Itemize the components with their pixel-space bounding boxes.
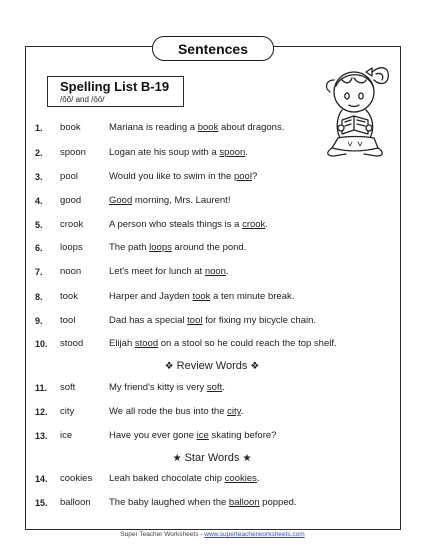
sentence-text: Elijah — [109, 338, 135, 349]
sentence — [109, 290, 294, 304]
sentence-text: Dad has a special — [109, 315, 188, 326]
sentence-text: skating before? — [208, 430, 277, 441]
sentence-text: . — [245, 147, 248, 158]
spelling-word: book — [60, 122, 81, 133]
star-words-heading — [25, 451, 399, 466]
sentence — [109, 265, 229, 279]
item-number: 1. — [35, 123, 43, 133]
sentence-text: on a stool so he could reach the top shelf. — [158, 338, 337, 349]
spelling-word: ice — [60, 430, 73, 441]
spelling-word: tool — [60, 315, 76, 326]
underlined-word: loops — [149, 242, 172, 253]
worksheet-title: Sentences — [152, 36, 274, 61]
spelling-word: soft — [60, 382, 76, 393]
sentence-text: for fixing my bicycle chain. — [202, 315, 317, 326]
spelling-word: took — [60, 291, 78, 302]
item-number: 10. — [35, 339, 48, 349]
underlined-word: crook — [242, 219, 266, 230]
sentence-text: The path — [109, 242, 150, 253]
spelling-word: crook — [60, 219, 84, 230]
spelling-list-box — [47, 76, 184, 107]
review-words-title: Review Words — [176, 360, 248, 372]
item-number: 4. — [35, 196, 43, 206]
sentence-text: Let's meet for lunch at — [109, 266, 205, 277]
underlined-word: balloon — [228, 497, 260, 508]
item-number: 3. — [35, 172, 43, 182]
spelling-word: stood — [60, 338, 84, 349]
sentence — [109, 314, 316, 328]
spelling-list-title: Spelling List B-19 — [60, 79, 170, 94]
underlined-word: soft — [206, 382, 223, 393]
sentence-text: about dragons. — [218, 122, 285, 133]
sentence — [109, 194, 230, 208]
sentence-text: . — [265, 219, 268, 230]
sentence-text: My friend's kitty is very — [109, 382, 207, 393]
sentence-text: Leah baked chocolate chip — [109, 473, 225, 484]
item-number: 7. — [35, 267, 43, 277]
footer-link[interactable]: www.superteacherworksheets.com — [204, 531, 305, 538]
spelling-word: spoon — [60, 147, 86, 158]
sentence — [109, 496, 297, 510]
sentence-text: We all rode the bus into the — [109, 406, 228, 417]
spelling-word: pool — [60, 171, 78, 182]
spelling-word: loops — [60, 242, 83, 253]
sentence-text: morning, Mrs. Laurent! — [132, 195, 231, 206]
sentence-text: . — [222, 382, 225, 393]
item-number: 8. — [35, 292, 43, 302]
sentence-text: Would you like to swim in the — [109, 171, 234, 182]
sentence-text: ? — [251, 171, 258, 182]
spelling-word: good — [60, 195, 82, 206]
spelling-word: cookies — [60, 473, 93, 484]
sentence — [109, 146, 248, 160]
sentence-text: a ten minute break. — [210, 291, 295, 302]
footer-text: Super Teacher Worksheets - — [120, 531, 205, 538]
item-number: 14. — [35, 474, 48, 484]
sentence-text: A person who steals things is a — [109, 219, 243, 230]
underlined-word: stood — [134, 338, 159, 349]
underlined-word: cookies — [224, 473, 257, 484]
item-number: 12. — [35, 407, 48, 417]
underlined-word: Good — [109, 195, 133, 206]
item-number: 13. — [35, 431, 48, 441]
sentence-text: Have you ever gone — [109, 430, 197, 441]
review-words-heading — [25, 359, 399, 374]
underlined-word: city — [227, 406, 241, 417]
sentence-text: Mariana is reading a — [109, 122, 198, 133]
spelling-word: balloon — [60, 497, 91, 508]
star-words-title: Star Words — [184, 452, 240, 464]
item-number: 15. — [35, 498, 48, 508]
sentence — [109, 241, 246, 255]
sentence — [109, 218, 268, 232]
diamond-icon: ❖ — [250, 361, 260, 372]
sentence-text: Harper and Jayden — [109, 291, 193, 302]
sentence-text: . — [225, 266, 229, 277]
underlined-word: spoon — [219, 147, 246, 158]
underlined-word: tool — [187, 315, 203, 326]
item-number: 2. — [35, 148, 43, 158]
underlined-word: noon — [204, 266, 226, 277]
sentence — [109, 337, 337, 351]
sentence — [109, 121, 284, 135]
sentence-text: popped. — [259, 497, 297, 508]
underlined-word: took — [192, 291, 211, 302]
sentence — [109, 472, 260, 486]
sentence — [109, 170, 257, 184]
spelling-word: noon — [60, 266, 82, 277]
star-icon: ★ — [172, 453, 182, 464]
item-number: 9. — [35, 316, 43, 326]
star-icon: ★ — [242, 453, 252, 464]
item-number: 11. — [35, 383, 48, 393]
sentence-text: around the pond. — [171, 242, 247, 253]
spelling-word: city — [60, 406, 75, 417]
sentence — [109, 405, 243, 419]
item-number: 5. — [35, 220, 43, 230]
underlined-word: ice — [196, 430, 209, 441]
sentence — [109, 429, 276, 443]
spelling-list-subtitle: /ŏŏ/ and /ōō/ — [60, 95, 105, 104]
underlined-word: book — [197, 122, 219, 133]
item-number: 6. — [35, 243, 43, 253]
sentence-text: The baby laughed when the — [109, 497, 229, 508]
sentence — [109, 381, 225, 395]
sentence-text: . — [240, 406, 244, 417]
diamond-icon: ❖ — [164, 361, 174, 372]
sentence-text: . — [256, 473, 260, 484]
girl-reading-book-illustration — [316, 58, 396, 158]
sentence-text: Logan ate his soup with a — [109, 147, 220, 158]
footer — [0, 531, 425, 538]
underlined-word: pool — [233, 171, 252, 182]
